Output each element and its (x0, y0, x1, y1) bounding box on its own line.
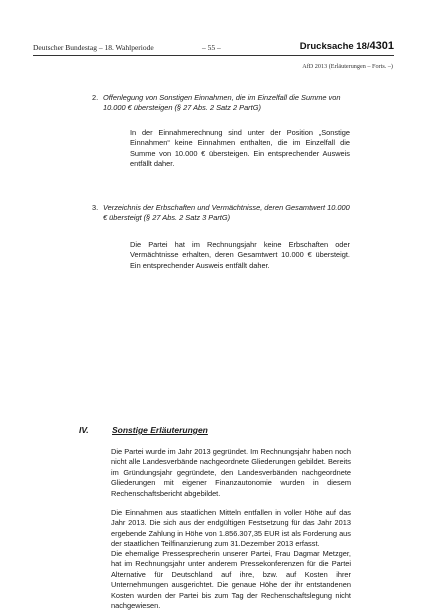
item-2-heading-text: Offenlegung von Sonstigen Einnahmen, die im Einzelfall die Summe von 10.000 € übersteigen (§ 27 Abs. 2 Satz 2 PartG) (103, 93, 341, 113)
item-3-number: 3. (92, 203, 99, 212)
section-paragraph-3: Die ehemalige Pressesprecherin unserer Partei, Frau Dagmar Metzger, hat im Rechnungsjahr unter anderem Pressekonferenzen für die Partei Alternative für Deutschland auf ihre, bzw. auf Kosten ihrer Unternehmungen ausgerichtet. Die genaue Höhe der ihr entstandenen Kosten wurden der Partei bis zum Tag der Rechenschaftslegung nicht nachgewiesen. (111, 549, 351, 611)
item-3-heading (92, 203, 353, 224)
section-paragraph-1: Die Partei wurde im Jahr 2013 gegründet. Im Rechnungsjahr haben noch nicht alle Landesverbände nachgeordnete Gliederungen gebildet. Bereits im Gründungsjahr gegründete, den Landesverbänden nachgeordnete Gliederungen mit eigener Finanzautonomie wurden in diesem Rechenschaftsbericht abgebildet. (111, 447, 351, 498)
section-number: IV. (79, 425, 89, 435)
item-2-number: 2. (92, 93, 99, 102)
section-title: Sonstige Erläuterungen (112, 425, 208, 435)
item-3-heading-text: Verzeichnis der Erbschaften und Vermächtnisse, deren Gesamtwert 10.000 € übersteigt (§ 27 Abs. 2 Satz 3 PartG) (103, 203, 350, 223)
page-number: – 55 – (202, 43, 221, 52)
item-2-body: In der Einnahmerechnung sind unter der Position „Sonstige Einnahmen“ keine Einnahmen enthalten, die im Einzelfall die Summe von 10.000 € übersteigen. Ein entsprechender Ausweis entfällt daher. (130, 128, 350, 169)
header-left-text: Deutscher Bundestag – 18. Wahlperiode (33, 43, 154, 52)
document-label: Drucksache 18/ (299, 41, 370, 52)
item-2-heading (92, 93, 353, 114)
header-rule (33, 55, 394, 56)
section-paragraph-2: Die Einnahmen aus staatlichen Mitteln entfallen in voller Höhe auf das Jahr 2013. Die sich aus der endgültigen Festsetzung für das Jahr 2013 ergebende Zahlung in Höhe von 1.856.307,35 EUR ist als Forderung aus der staatlichen Teilfinanzierung zum 31.Dezember 2013 erfasst. (111, 508, 351, 549)
document-number-value: 4301 (369, 40, 394, 52)
item-3-body: Die Partei hat im Rechnungsjahr keine Erbschaften oder Vermächtnisse erhalten, deren Gesamtwert 10.000 € übersteigt. Ein entsprechender Ausweis entfällt daher. (130, 240, 350, 270)
document-number (300, 40, 394, 52)
subheader: AfD 2013 (Erläuterungen – Forts. –) (302, 63, 393, 70)
